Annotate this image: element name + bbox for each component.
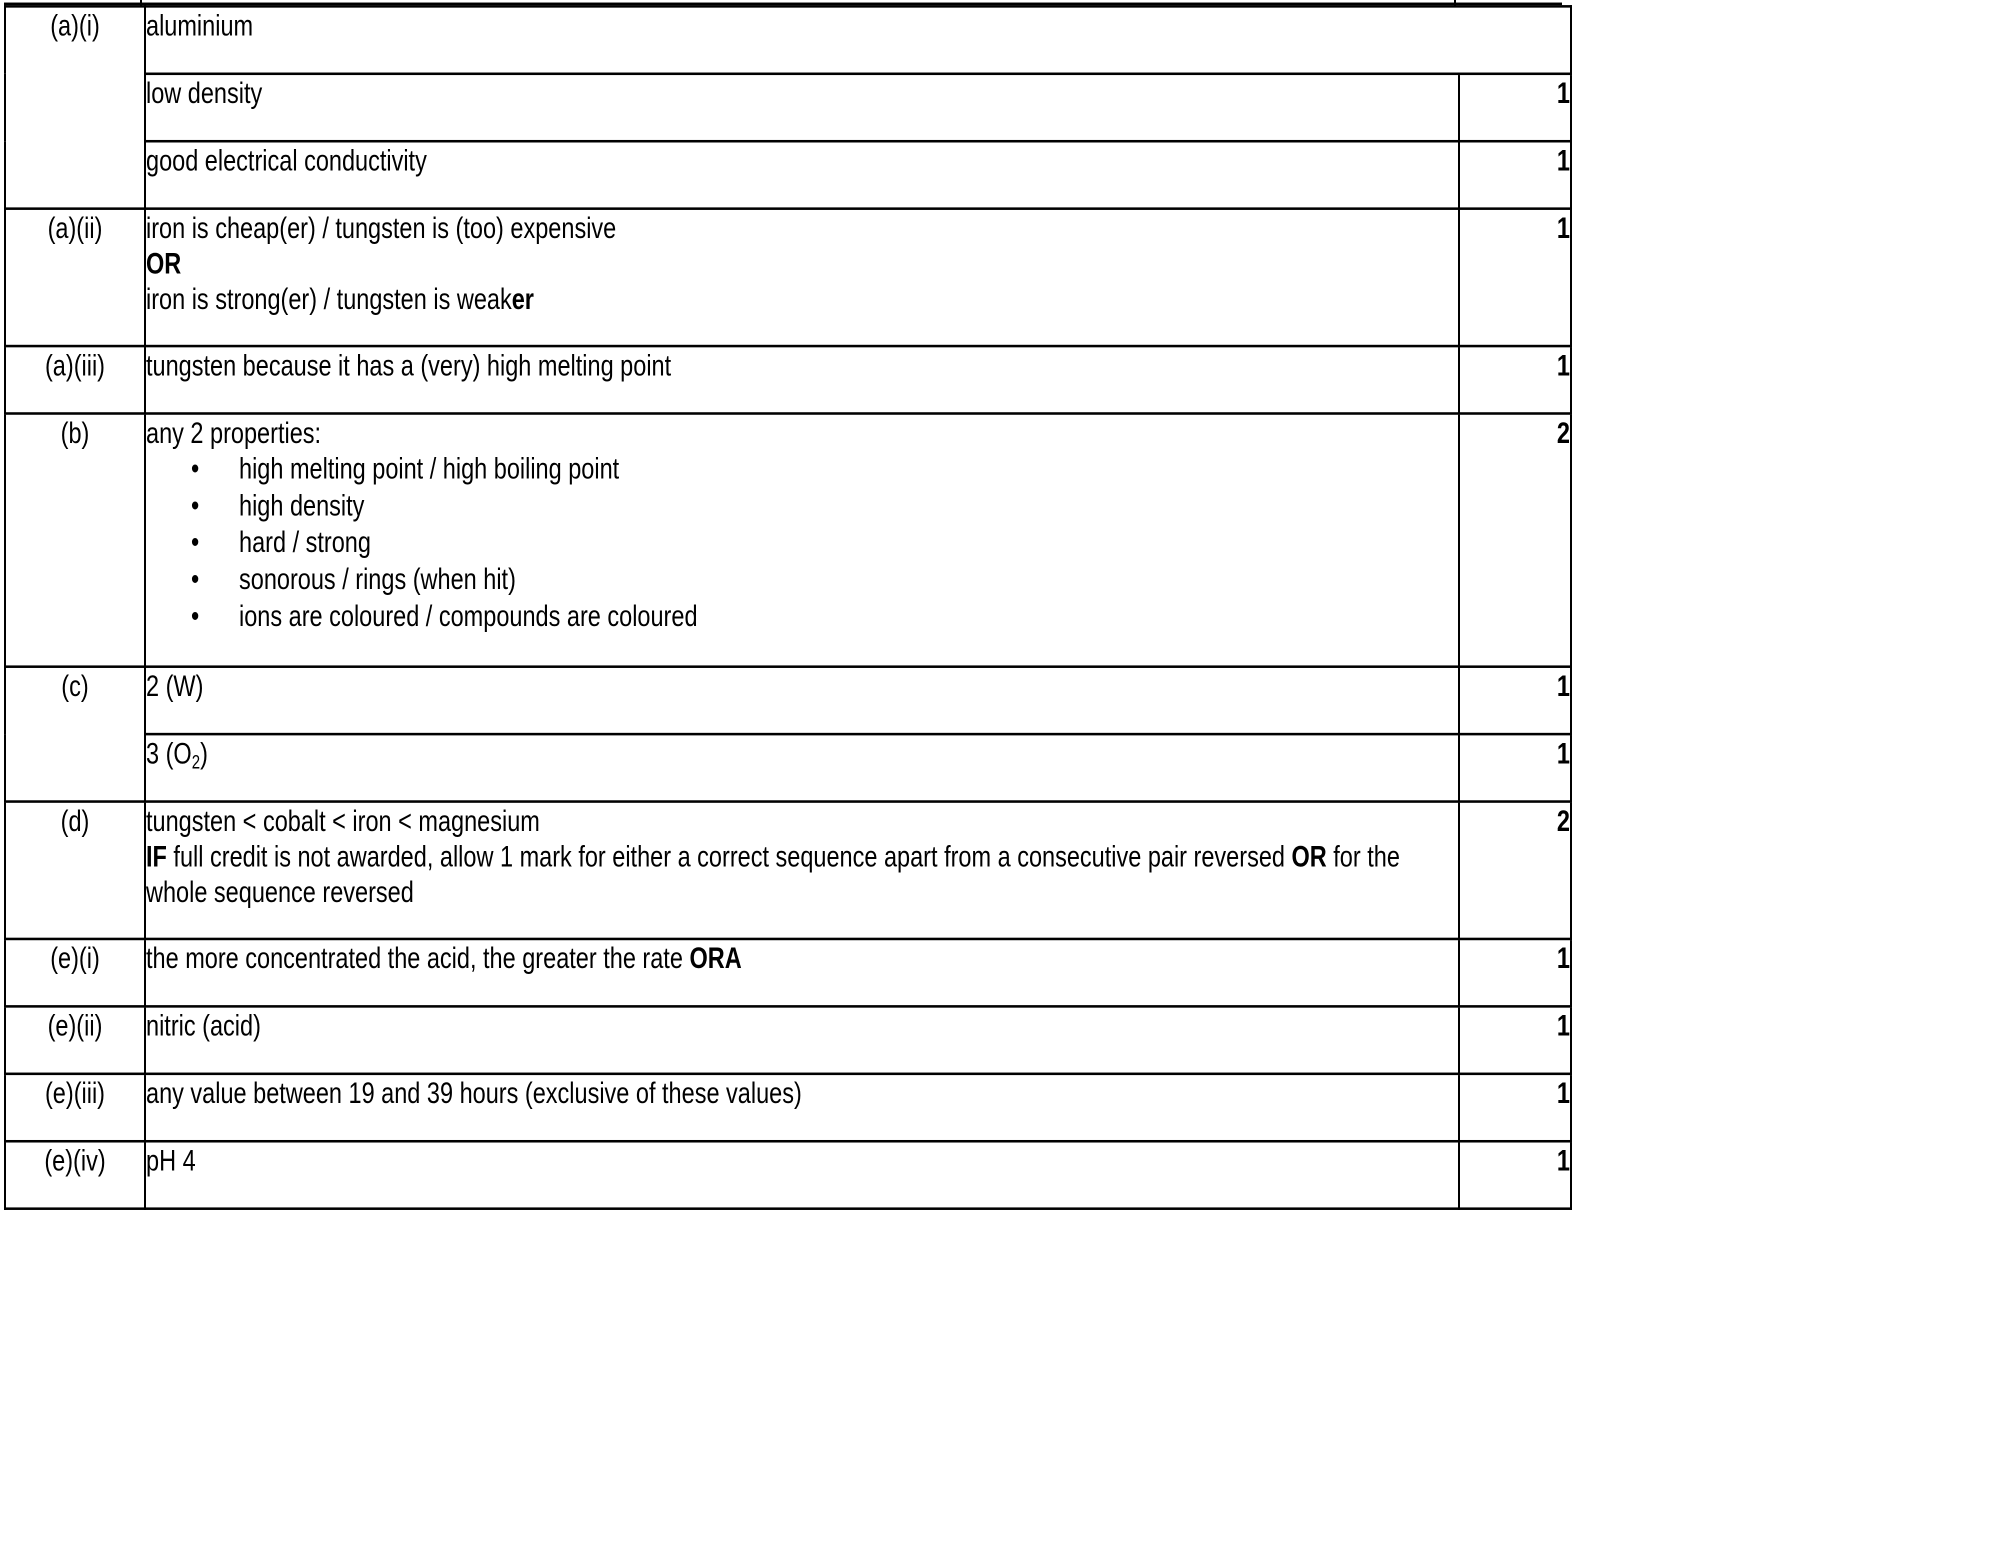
question-part-label: (c) [5, 667, 145, 802]
mark-value: 1 [1459, 1141, 1571, 1208]
answer-cell [145, 939, 1459, 1006]
answer-cell [145, 802, 1459, 939]
table-row [5, 209, 1571, 346]
property-list [146, 450, 1458, 634]
property-text: hard / strong [239, 525, 371, 559]
answer-text: low density [145, 74, 1459, 141]
table-row [5, 802, 1571, 939]
question-part-label: (e)(i) [5, 939, 145, 1006]
answer-text: good electrical conductivity [145, 141, 1459, 208]
bullet: • [191, 451, 200, 485]
table-row [5, 667, 1571, 734]
question-part-label: (d) [5, 802, 145, 939]
mark-scheme-table [4, 5, 1572, 1210]
bold-suffix: er [511, 282, 534, 316]
mark-value: 1 [1459, 939, 1571, 1006]
answer-text: full credit is not awarded, allow 1 mark for either a correct sequence apart from a consecutive pair reversed [166, 839, 1292, 873]
property-text: high melting point / high boiling point [239, 451, 620, 485]
bullet: • [191, 488, 200, 522]
question-part-label: (b) [5, 413, 145, 666]
answer-text: 3 (O [146, 736, 192, 770]
mark-value: 1 [1459, 1006, 1571, 1073]
ora-keyword: ORA [689, 941, 742, 975]
bullet: • [191, 562, 200, 596]
table-row [5, 1141, 1571, 1208]
list-item [146, 561, 1458, 598]
mark-value: 1 [1459, 141, 1571, 208]
question-part-label: (a)(ii) [5, 209, 145, 346]
list-item [146, 450, 1458, 487]
subscript: 2 [191, 751, 201, 774]
question-part-label: (e)(iii) [5, 1074, 145, 1141]
table-row [5, 939, 1571, 1006]
property-text: sonorous / rings (when hit) [239, 562, 516, 596]
question-part-label: (a)(i) [5, 6, 145, 208]
answer-cell [145, 209, 1459, 346]
list-item [146, 524, 1458, 561]
answer-text: iron is strong(er) / tungsten is weak [146, 282, 512, 316]
list-item [146, 487, 1458, 524]
if-keyword: IF [146, 839, 167, 873]
mark-value: 1 [1459, 346, 1571, 413]
mark-value: 1 [1459, 209, 1571, 346]
table-row [5, 413, 1571, 666]
mark-value: 2 [1459, 802, 1571, 939]
answer-heading: aluminium [145, 6, 1571, 73]
table-row [5, 141, 1571, 208]
answer-text: nitric (acid) [145, 1006, 1459, 1073]
question-part-label: (e)(ii) [5, 1006, 145, 1073]
bullet: • [191, 599, 200, 633]
question-part-label: (a)(iii) [5, 346, 145, 413]
answer-intro: any 2 properties: [146, 416, 322, 450]
answer-cell [145, 734, 1459, 801]
question-part-label: (e)(iv) [5, 1141, 145, 1208]
list-item [146, 598, 1458, 635]
bullet: • [191, 525, 200, 559]
table-row [5, 734, 1571, 801]
property-text: ions are coloured / compounds are coloured [239, 599, 698, 633]
answer-text: pH 4 [145, 1141, 1459, 1208]
answer-text: ) [200, 736, 208, 770]
property-text: high density [239, 488, 365, 522]
answer-text: the more concentrated the acid, the greater the rate [146, 941, 690, 975]
answer-text: 2 (W) [145, 667, 1459, 734]
or-keyword: OR [146, 246, 182, 280]
answer-line: tungsten < cobalt < iron < magnesium [146, 804, 540, 838]
table-row [5, 74, 1571, 141]
mark-value: 1 [1459, 1074, 1571, 1141]
mark-value: 1 [1459, 74, 1571, 141]
answer-line [146, 838, 1458, 909]
answer-line: iron is cheap(er) / tungsten is (too) expensive [146, 211, 617, 245]
answer-cell [145, 413, 1459, 666]
answer-text: any value between 19 and 39 hours (exclusive of these values) [145, 1074, 1459, 1141]
answer-text: tungsten because it has a (very) high melting point [145, 346, 1459, 413]
table-row [5, 6, 1571, 73]
table-row [5, 346, 1571, 413]
mark-value: 1 [1459, 734, 1571, 801]
mark-value: 2 [1459, 413, 1571, 666]
answer-text: for the whole sequence reversed [146, 839, 1400, 909]
table-row [5, 1006, 1571, 1073]
answer-line [146, 281, 1458, 317]
mark-value: 1 [1459, 667, 1571, 734]
table-row [5, 1074, 1571, 1141]
or-keyword: OR [1291, 839, 1327, 873]
